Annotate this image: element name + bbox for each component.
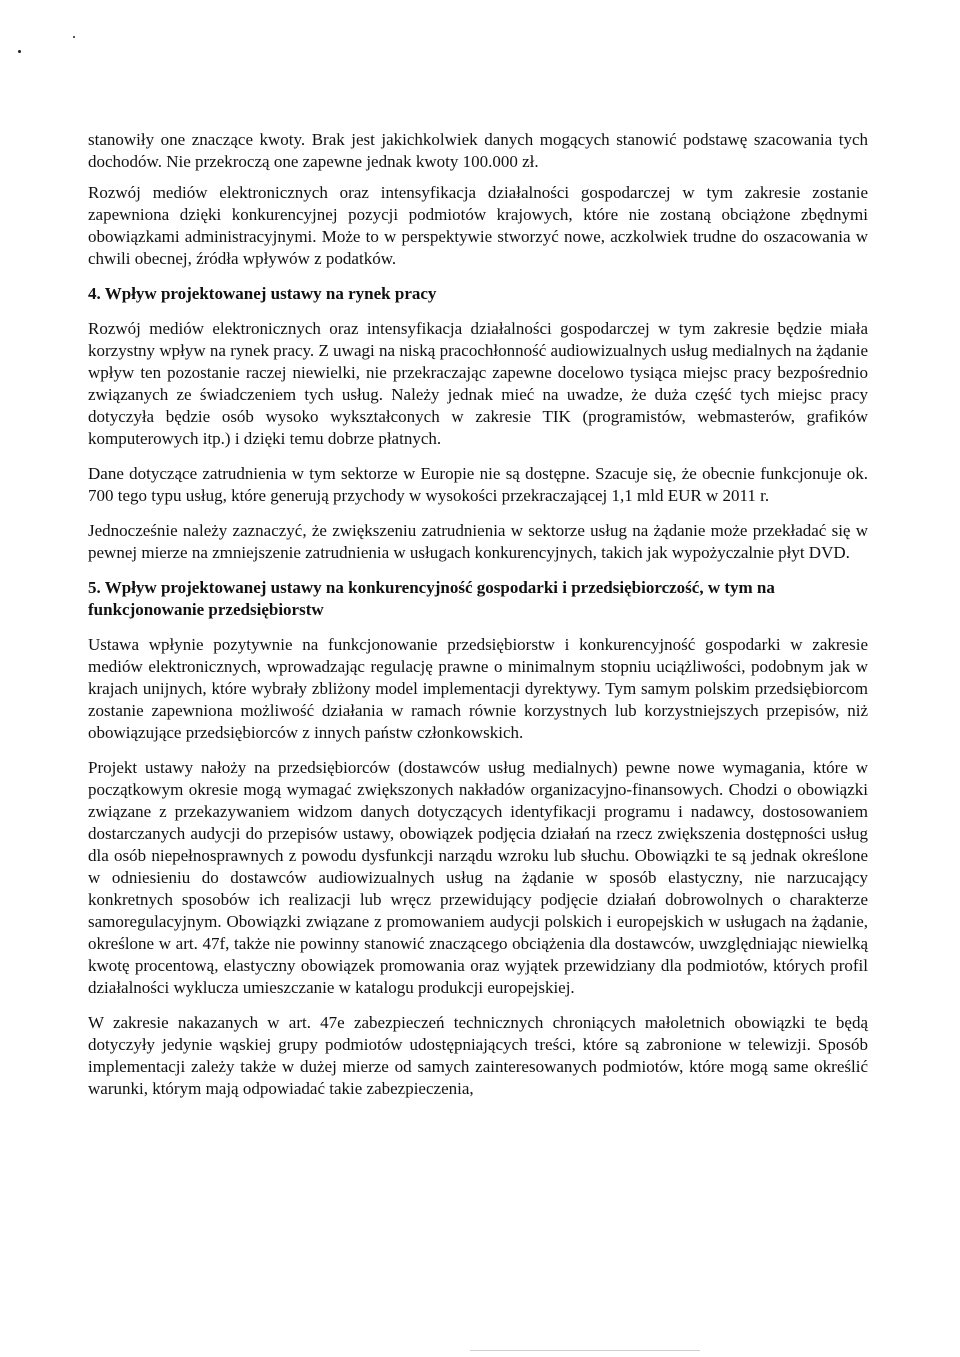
document-body [88, 129, 868, 1100]
section-title: Wpływ projektowanej ustawy na rynek pracy [104, 284, 437, 303]
scan-edge-line [470, 1350, 700, 1351]
paragraph: Dane dotyczące zatrudnienia w tym sektorze w Europie nie są dostępne. Szacuje się, że obecnie funkcjonuje ok. 700 tego typu usług, które generują przychody w wysokości przekraczającej 1,1 mld EUR w 2011 r. [88, 464, 868, 505]
paragraph: Ustawa wpłynie pozytywnie na funkcjonowanie przedsiębiorstw i konkurencyjność gospodarki w zakresie mediów elektronicznych, wprowadzając regulację prawne o minimalnym stopniu uciążliwości, podobnym jak w krajach unijnych, które wybrały zbliżony model implementacji dyrektywy. Tym samym polskim przedsiębiorcom zostanie zapewniona możliwość działania w ramach równie korzystnych lub korzystniejszych przepisów, niż obowiązujące przedsiębiorców z innych państw członkowskich. [88, 635, 868, 742]
section-title: Wpływ projektowanej ustawy na konkurencyjność gospodarki i przedsiębiorczość, w tym na funkcjonowanie przedsiębiorstw [88, 578, 775, 619]
paragraph: Projekt ustawy nałoży na przedsiębiorców (dostawców usług medialnych) pewne nowe wymagania, które w początkowym okresie mogą wymagać zwiększonych nakładów organizacyjno-finansowych. Chodzi o obowiązki związane z przekazywaniem widzom danych dotyczących identyfikacji programu i nadawcy, dostosowaniem dostarczanych audycji do przepisów ustawy, obowiązek podjęcia działań na rzecz zwiększenia dostępności usług dla osób niepełnosprawnych z powodu dysfunkcji narządu wzroku lub słuchu. Obowiązki te są jednak określone w odniesieniu do dostawców audiowizualnych usług na żądanie w sposób elastyczny, nie narzucający konkretnych sposobów ich realizacji lub wręcz przewidujący podjęcie działań dobrowolnych o charakterze samoregulacyjnym. Obowiązki związane z promowaniem audycji polskich i europejskich w usługach na żądanie, określone w art. 47f, także nie powinny stanowić znaczącego obciążenia dla dostawców, uwzględniając niewielką kwotę procentową, elastyczny obowiązek promowania oraz wyjątek przewidziany dla podmiotów, których profil działalności wyklucza umieszczanie w katalogu produkcji europejskiej. [88, 758, 868, 997]
section-number: 5. [88, 578, 101, 597]
paragraph: Rozwój mediów elektronicznych oraz intensyfikacja działalności gospodarczej w tym zakresie będzie miała korzystny wpływ na rynek pracy. Z uwagi na niską pracochłonność audiowizualnych usług medialnych na żądanie wpływ ten pozostanie raczej niewielki, nie przekraczając zapewne docelowo tysiąca miejsc pracy bezpośrednio związanych ze świadczeniem tych usług. Należy jednak mieć na uwadze, że duża część tych miejsc pracy dotyczyła będzie osób wysoko wykształconych w zakresie TIK (programistów, webmasterów, grafików komputerowych itp.) i dzięki temu dobrze płatnych. [88, 319, 868, 448]
section-4-heading [88, 283, 868, 305]
scan-speck [73, 36, 75, 38]
section-5-heading [88, 577, 868, 621]
paragraph: Rozwój mediów elektronicznych oraz intensyfikacja działalności gospodarczej w tym zakresie zostanie zapewniona dzięki konkurencyjnej pozycji podmiotów krajowych, które nie zostaną obciążone zbędnymi obowiązkami administracyjnymi. Może to w perspektywie stworzyć nowe, aczkolwiek trudne do oszacowania w chwili obecnej, źródła wpływów z podatków. [88, 183, 868, 268]
paragraph: W zakresie nakazanych w art. 47e zabezpieczeń technicznych chroniących małoletnich obowiązki te będą dotyczyły jedynie wąskiej grupy podmiotów udostępniających treści, które są zabronione w telewizji. Sposób implementacji zależy także w dużej mierze od samych zainteresowanych podmiotów, które mogą same określić warunki, którym mają odpowiadać takie zabezpieczenia, [88, 1013, 868, 1098]
scan-speck [18, 50, 21, 53]
paragraph: Jednocześnie należy zaznaczyć, że zwiększeniu zatrudnienia w sektorze usług na żądanie może przekładać się w pewnej mierze na zmniejszenie zatrudnienia w usługach konkurencyjnych, takich jak wypożyczalnie płyt DVD. [88, 521, 868, 562]
section-number: 4. [88, 284, 101, 303]
paragraph: stanowiły one znaczące kwoty. Brak jest jakichkolwiek danych mogących stanowić podstawę szacowania tych dochodów. Nie przekroczą one zapewne jednak kwoty 100.000 zł. [88, 130, 868, 171]
